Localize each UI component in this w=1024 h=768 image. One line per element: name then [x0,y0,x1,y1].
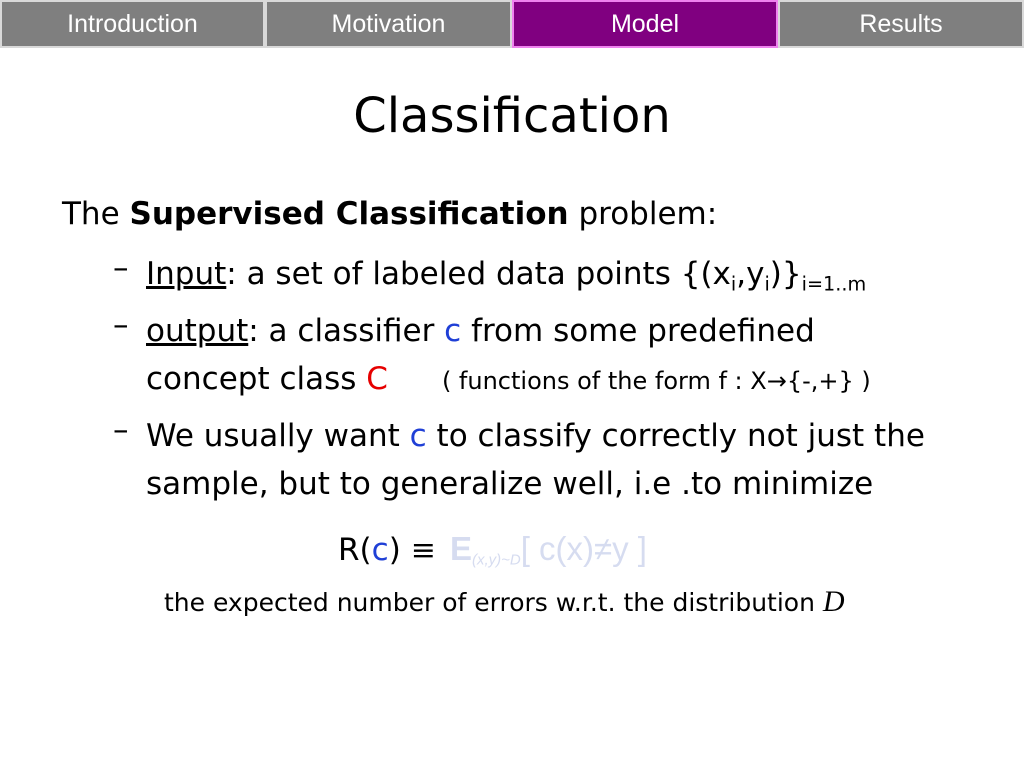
bullet-dash: – [113,307,129,343]
arrow-icon: → [766,367,787,395]
note-text: {-,+} ) [786,367,871,395]
output-text: concept class [146,361,367,397]
input-term: Input [146,256,227,292]
intro-pre: The [62,196,130,232]
formula-indicator: c(x)≠y ] [539,530,647,567]
output-text: : a classifier [248,313,445,349]
intro-post: problem: [568,196,718,232]
classifier-c: c [409,418,427,454]
intro-line [62,190,717,238]
concept-class-c: C [366,361,388,397]
input-sub: i [764,272,770,296]
formula-c: c [371,532,389,568]
want-text: to classify correctly not just the [426,418,925,454]
navigation-bar [0,0,1024,48]
bullet-text [146,355,993,405]
want-text: We usually want [146,418,410,454]
bullet-dash: – [113,412,129,448]
formula-bracket: [ [520,530,540,567]
expectation-subscript: (x,y)~D [471,551,521,569]
expectation-e: E [449,530,472,567]
formula-close: ) [388,532,401,568]
slide-title: Classification [353,88,671,144]
bullet-text [146,307,993,355]
input-sub: i [730,272,737,296]
output-note [442,367,871,395]
classifier-c: c [444,313,462,349]
tab-introduction[interactable]: Introduction [0,0,265,48]
bullet-text [146,250,993,298]
bullet-text: sample, but to generalize well, i.e .to minimize [146,466,874,502]
distribution-d: D [822,585,845,618]
output-text: from some predefined [461,313,815,349]
tab-model[interactable]: Model [512,0,778,48]
risk-formula [338,525,647,575]
output-term: output [146,313,249,349]
formula-caption [164,582,845,623]
tab-results[interactable]: Results [778,0,1024,48]
intro-bold: Supervised Classification [129,196,569,232]
bullet-input [113,250,993,298]
formula-r: R( [338,532,372,568]
input-sub-range: i=1..m [801,272,867,296]
bullet-text [146,412,993,460]
caption-text: the expected number of errors w.r.t. the distribution [164,588,823,617]
note-text: ( functions of the form f : X [441,367,767,395]
bullet-generalize [113,412,993,508]
tab-motivation[interactable]: Motivation [265,0,512,48]
input-text: ,y [736,256,765,292]
input-text: )} [769,256,802,292]
input-text: : a set of labeled data points {(x [226,256,731,292]
equiv-symbol: ≡ [410,533,436,568]
bullet-output [113,307,993,405]
bullet-dash: – [113,250,129,286]
